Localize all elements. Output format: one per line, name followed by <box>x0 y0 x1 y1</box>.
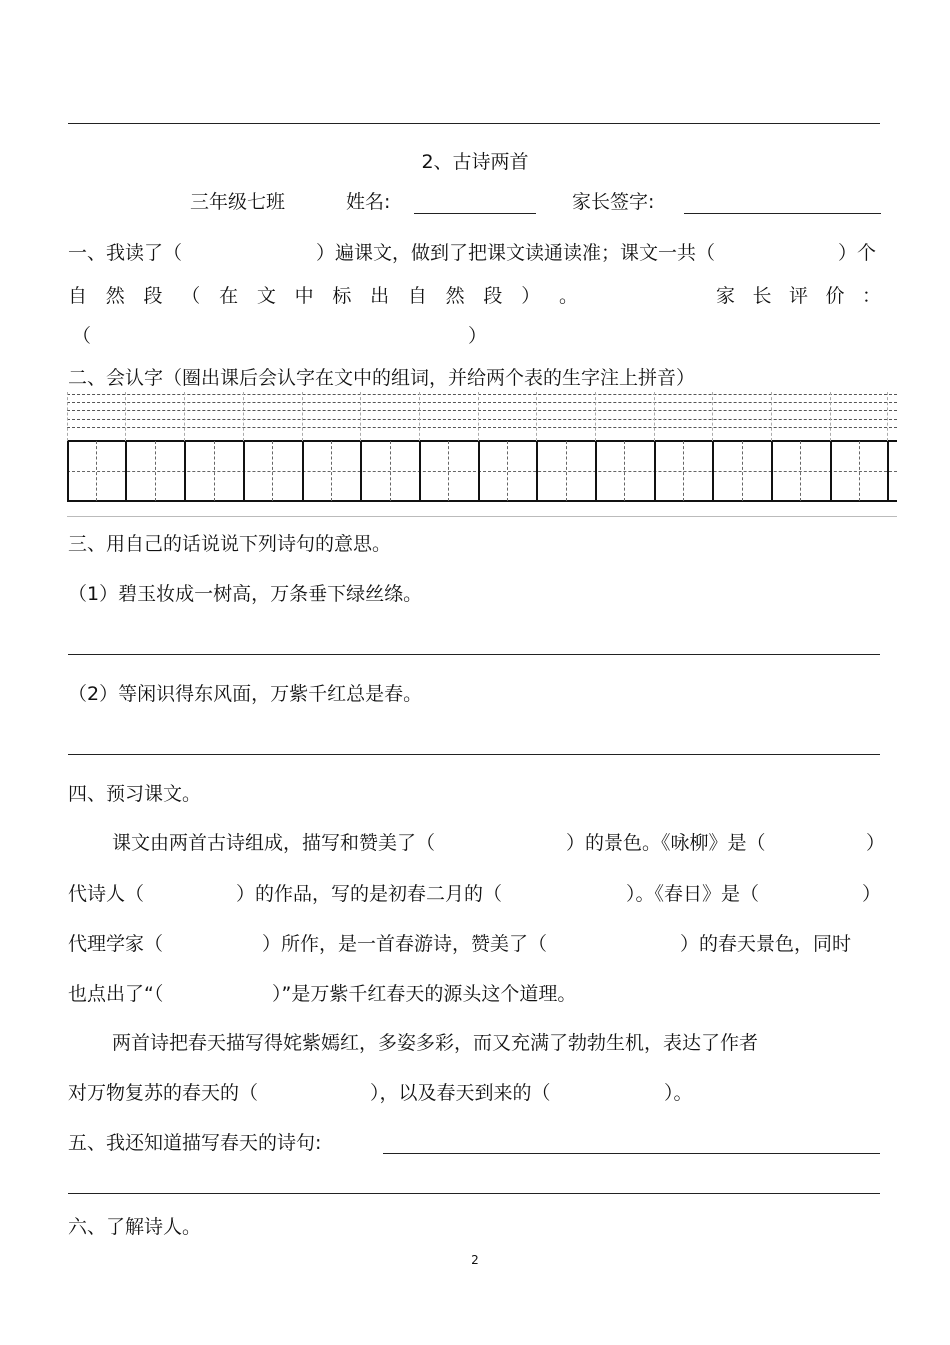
p2-line1: 两首诗把春天描写得姹紫嫣红，多姿多彩，而又充满了勃勃生机，表达了作者 <box>112 1032 759 1054</box>
pinyin-divider <box>595 392 596 441</box>
class-name: 三年级七班 <box>190 191 286 213</box>
grid-box-divider <box>125 441 127 501</box>
pinyin-divider <box>67 392 68 441</box>
grid-half-divider <box>214 441 215 501</box>
pinyin-divider <box>887 392 888 441</box>
grid-half-divider <box>155 441 156 501</box>
grid-box-divider <box>67 441 69 501</box>
p1-line2-b: ）的作品，写的是初春二月的（ <box>236 883 503 905</box>
grid-box-divider <box>887 441 889 501</box>
char: 文 <box>256 285 276 307</box>
top-rule <box>68 123 880 124</box>
pinyin-divider <box>360 392 361 441</box>
pinyin-divider <box>419 392 420 441</box>
char: ： <box>861 285 881 307</box>
name-label: 姓名: <box>346 191 391 213</box>
grid-lower-line <box>67 516 897 517</box>
char: 。 <box>558 285 578 307</box>
grid-half-divider <box>624 441 625 501</box>
grid-box-divider <box>536 441 538 501</box>
p1-line1-b: ）的景色。《咏柳》是（ <box>566 832 766 854</box>
p2-line2-c: ）。 <box>664 1082 693 1104</box>
section6-heading: 六、了解诗人。 <box>68 1216 202 1238</box>
grid-box-divider <box>771 441 773 501</box>
char: 段 <box>143 285 163 307</box>
grid-half-divider <box>742 441 743 501</box>
section2-heading: 二、会认字（圈出课后会认字在文中的组词，并给两个表的生字注上拼音） <box>68 367 696 389</box>
p1-line3-b: ）所作，是一首春游诗，赞美了（ <box>262 933 548 955</box>
grid-half-divider <box>683 441 684 501</box>
grid-half-divider <box>448 441 449 501</box>
char: 在 <box>219 285 239 307</box>
grid-box-divider <box>184 441 186 501</box>
poem-answer-line-2[interactable] <box>68 1193 880 1194</box>
grid-box-divider <box>478 441 480 501</box>
p1-line4-b: ）”是万紫千红春天的源头这个道理。 <box>272 983 577 1005</box>
section1-line1-b: ）遍课文，做到了把课文读通读准；课文一共（ <box>316 242 716 264</box>
grid-half-divider <box>96 441 97 501</box>
char: （ <box>181 285 201 307</box>
pinyin-divider <box>184 392 185 441</box>
p1-line3-c: ）的春天景色，同时 <box>680 933 852 955</box>
pinyin-divider <box>302 392 303 441</box>
grid-box-divider <box>360 441 362 501</box>
char: 标 <box>332 285 352 307</box>
page-title: 2、古诗两首 <box>421 151 529 173</box>
page-number: 2 <box>471 1253 479 1267</box>
writing-practice-grid[interactable] <box>67 392 897 518</box>
p2-line2-a: 对万物复苏的春天的（ <box>68 1082 259 1104</box>
grid-box-divider <box>419 441 421 501</box>
grid-box-divider <box>712 441 714 501</box>
char: 然 <box>105 285 125 307</box>
char: 长 <box>752 285 772 307</box>
grid-half-divider <box>566 441 567 501</box>
char: 自 <box>407 285 427 307</box>
char: 中 <box>294 285 314 307</box>
section4-heading: 四、预习课文。 <box>68 783 202 805</box>
section1-line1-c: ）个 <box>838 242 877 264</box>
section5-heading: 五、我还知道描写春天的诗句: <box>68 1132 322 1154</box>
grid-half-divider <box>272 441 273 501</box>
pinyin-divider <box>243 392 244 441</box>
evaluation-close-paren: ） <box>468 325 488 347</box>
section3-q2: （2）等闲识得东风面，万紫千红总是春。 <box>68 683 423 705</box>
section3-q1: （1）碧玉妆成一树高，万条垂下绿丝绦。 <box>68 583 423 605</box>
p1-line1-c: ） <box>866 832 886 854</box>
grid-box-divider <box>595 441 597 501</box>
char: ） <box>521 285 541 307</box>
name-field[interactable] <box>414 213 536 214</box>
grid-half-divider <box>507 441 508 501</box>
pinyin-divider <box>830 392 831 441</box>
pinyin-divider <box>478 392 479 441</box>
p1-line2-d: ） <box>862 883 882 905</box>
grid-half-divider <box>859 441 860 501</box>
parent-sign-field[interactable] <box>684 213 881 214</box>
char: 价 <box>825 285 845 307</box>
p1-line2-a: 代诗人（ <box>68 883 145 905</box>
pinyin-divider <box>712 392 713 441</box>
parent-evaluation-label <box>716 284 881 308</box>
pinyin-divider <box>536 392 537 441</box>
pinyin-line <box>67 410 897 411</box>
pinyin-divider <box>125 392 126 441</box>
pinyin-line <box>67 419 897 420</box>
char: 自 <box>68 285 88 307</box>
char: 评 <box>788 285 808 307</box>
section3-heading: 三、用自己的话说说下列诗句的意思。 <box>68 533 392 555</box>
parent-sign-label: 家长签字: <box>572 191 655 213</box>
poem-answer-line-1[interactable] <box>383 1153 880 1154</box>
char: 段 <box>483 285 503 307</box>
pinyin-line <box>67 427 897 428</box>
grid-half-divider <box>390 441 391 501</box>
pinyin-divider <box>654 392 655 441</box>
char: 然 <box>445 285 465 307</box>
p1-line3-a: 代理学家（ <box>68 933 164 955</box>
grid-half-divider <box>331 441 332 501</box>
p1-line1-a: 课文由两首古诗组成，描写和赞美了（ <box>112 832 436 854</box>
char: 出 <box>370 285 390 307</box>
grid-box-divider <box>243 441 245 501</box>
section1-line1-a: 一、我读了（ <box>68 242 183 264</box>
p1-line4-a: 也点出了“（ <box>68 983 164 1005</box>
grid-box-divider <box>302 441 304 501</box>
q1-answer-line[interactable] <box>68 654 880 655</box>
char: 家 <box>716 285 736 307</box>
p2-line2-b: ），以及春天到来的（ <box>370 1082 551 1104</box>
pinyin-line <box>67 402 897 403</box>
pinyin-line <box>67 394 897 395</box>
q2-answer-line[interactable] <box>68 754 880 755</box>
grid-half-divider <box>800 441 801 501</box>
pinyin-divider <box>771 392 772 441</box>
grid-box-divider <box>654 441 656 501</box>
grid-box-divider <box>830 441 832 501</box>
section1-line2 <box>68 284 578 308</box>
evaluation-open-paren: （ <box>72 325 92 347</box>
p1-line2-c: ）。《春日》是（ <box>626 883 760 905</box>
